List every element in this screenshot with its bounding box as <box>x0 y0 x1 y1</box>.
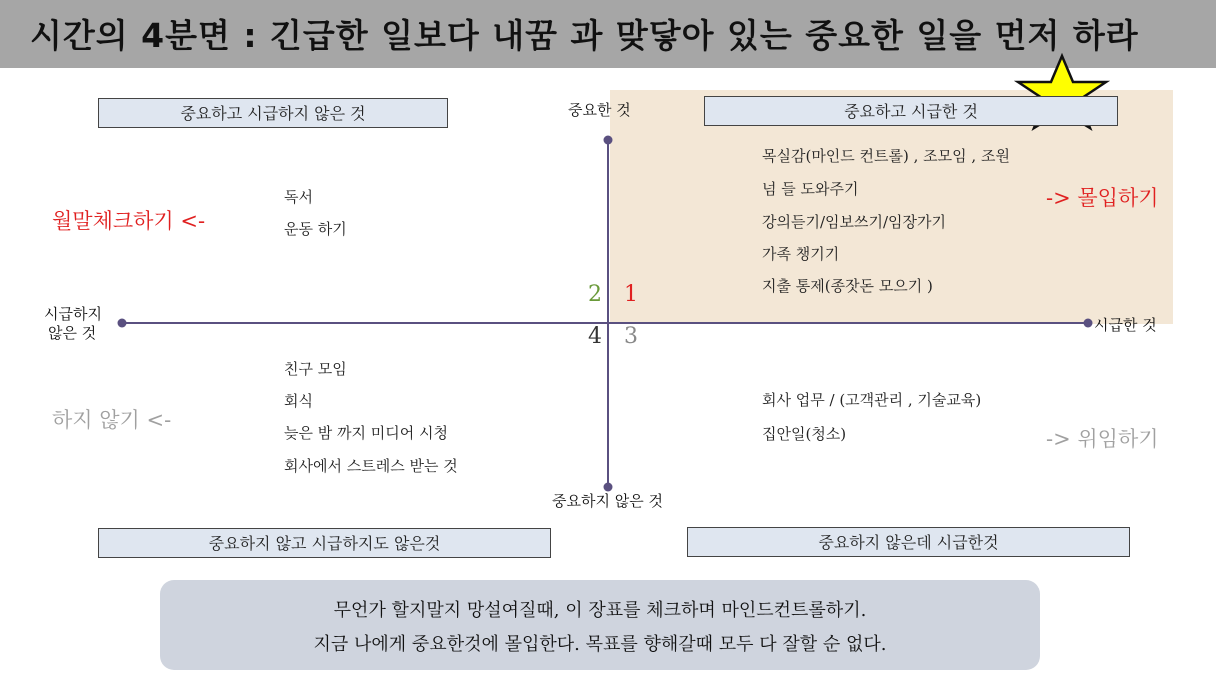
q2-item: 운동 하기 <box>284 220 347 238</box>
q1-item: 넘 들 도와주기 <box>762 180 859 198</box>
q4-title-box: 중요하지 않고 시급하지도 않은것 <box>98 528 551 558</box>
q2-title-box: 중요하고 시급하지 않은 것 <box>98 98 448 128</box>
quadrant-number-4: 4 <box>588 324 602 349</box>
action-q4: 하지 않기 <- <box>52 408 172 432</box>
q3-item: 집안일(청소) <box>762 425 847 443</box>
note-line-2: 지금 나에게 중요한것에 몰입한다. 목표를 향해갈때 모두 다 잘할 순 없다. <box>313 634 887 655</box>
axis-label-top: 중요한 것 <box>568 101 631 119</box>
q1-item: 가족 챙기기 <box>762 245 840 263</box>
q1-item: 강의듣기/임보쓰기/임장가기 <box>762 213 946 231</box>
axis-label-bottom: 중요하지 않은 것 <box>552 492 663 510</box>
axis-label-left-line1: 시급하지 <box>44 305 102 323</box>
q1-item: 목실감(마인드 컨트롤) , 조모임 , 조원 <box>762 147 1010 165</box>
q3-item: 회사 업무 / (고객관리 , 기술교육) <box>762 391 982 409</box>
note-line-1: 무언가 할지말지 망설여질때, 이 장표를 체크하며 마인드컨트롤하기. <box>333 600 867 621</box>
axis-label-left-line2: 않은 것 <box>48 324 97 342</box>
quadrant-number-3: 3 <box>624 324 638 349</box>
q1-title-box: 중요하고 시급한 것 <box>704 96 1118 126</box>
q4-item: 늦은 밤 까지 미디어 시청 <box>284 424 448 442</box>
q1-item: 지출 통제(종잣돈 모으기 ) <box>762 277 933 295</box>
action-q1: -> 몰입하기 <box>1046 186 1159 210</box>
page-title: 시간의 4분면 : 긴급한 일보다 내꿈 과 맞닿아 있는 중요한 일을 먼저 하라 <box>30 16 1139 55</box>
axis-endpoint-left <box>118 319 127 328</box>
q4-item: 친구 모임 <box>284 360 347 378</box>
quadrant-number-1: 1 <box>624 282 638 307</box>
q2-item: 독서 <box>284 188 313 206</box>
axis-endpoint-right <box>1084 319 1093 328</box>
axis-endpoint-top <box>604 136 613 145</box>
quadrant-number-2: 2 <box>588 282 602 307</box>
axis-label-right: 시급한 것 <box>1094 316 1157 334</box>
action-q2: 월말체크하기 <- <box>52 209 206 233</box>
q3-title-box: 중요하지 않은데 시급한것 <box>687 527 1130 557</box>
action-q3: -> 위임하기 <box>1046 427 1159 451</box>
q4-item: 회식 <box>284 392 313 410</box>
note-box <box>160 580 1040 670</box>
q4-item: 회사에서 스트레스 받는 것 <box>284 457 458 475</box>
